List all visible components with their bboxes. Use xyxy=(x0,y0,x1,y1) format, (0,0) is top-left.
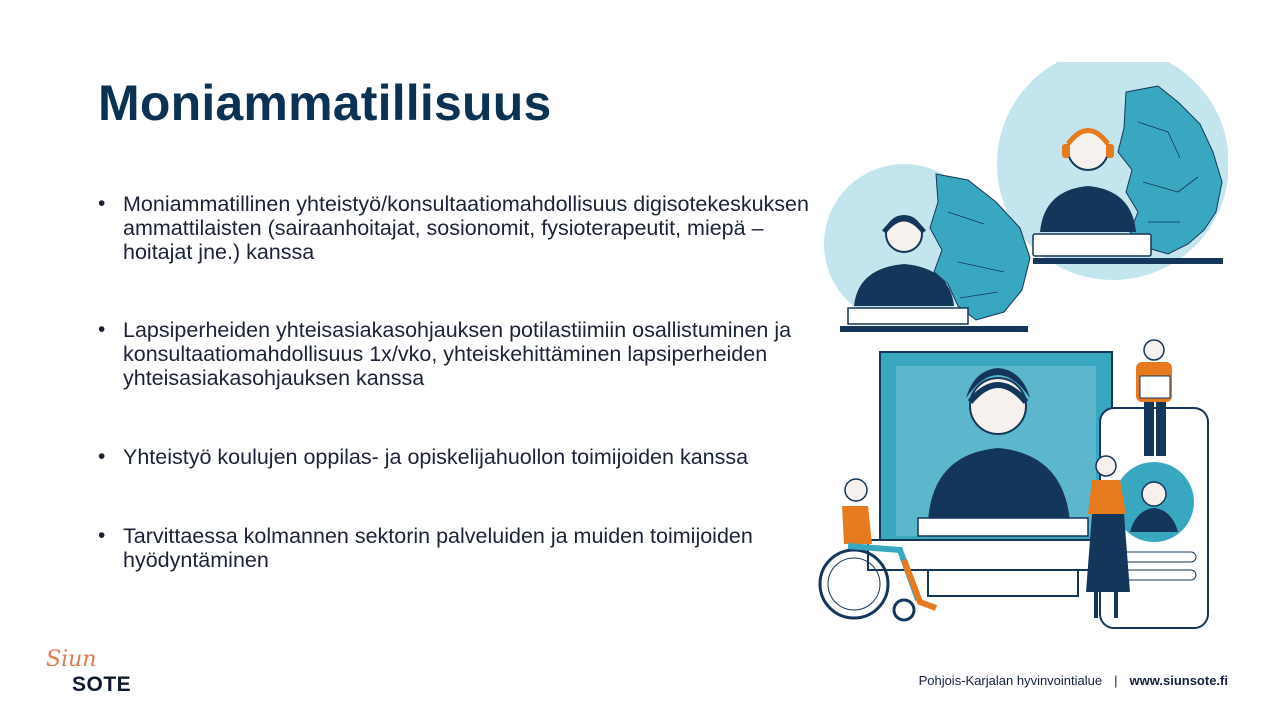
footer xyxy=(919,673,1228,688)
logo-script-text: Siun xyxy=(46,647,97,672)
telehealth-illustration xyxy=(808,62,1228,632)
bullet-item-4: • Tarvittaessa kolmannen sektorin palveluiden ja muiden toimijoiden hyödyntäminen xyxy=(98,524,818,572)
siun-sote-logo xyxy=(44,645,144,699)
bullet-item-2: • Lapsiperheiden yhteisasiakasohjauksen potilastiimiin osallistuminen ja konsultaatiomahdollisuus 1x/vko, yhteiskehittäminen lapsiperheiden yhteisasiakasohjauksen kanssa xyxy=(98,318,818,390)
footer-organization: Pohjois-Karjalan hyvinvointialue xyxy=(918,673,1103,688)
slide-title: Moniammatillisuus xyxy=(98,75,552,131)
footer-url[interactable]: www.siunsote.fi xyxy=(1129,673,1228,688)
logo-word-text: SOTE xyxy=(72,673,132,696)
bullet-item-3: • Yhteistyö koulujen oppilas- ja opiskelijahuollon toimijoiden kanssa xyxy=(98,445,818,469)
footer-separator: | xyxy=(1114,673,1118,688)
bullet-item-1: • Moniammatillinen yhteistyö/konsultaatiomahdollisuus digisotekeskuksen ammattilaisten (sairaanhoitajat, sosionomit, fysioterapeutit, miepä –hoitajat jne.) kanssa xyxy=(98,192,818,264)
bullet-list xyxy=(98,192,818,572)
